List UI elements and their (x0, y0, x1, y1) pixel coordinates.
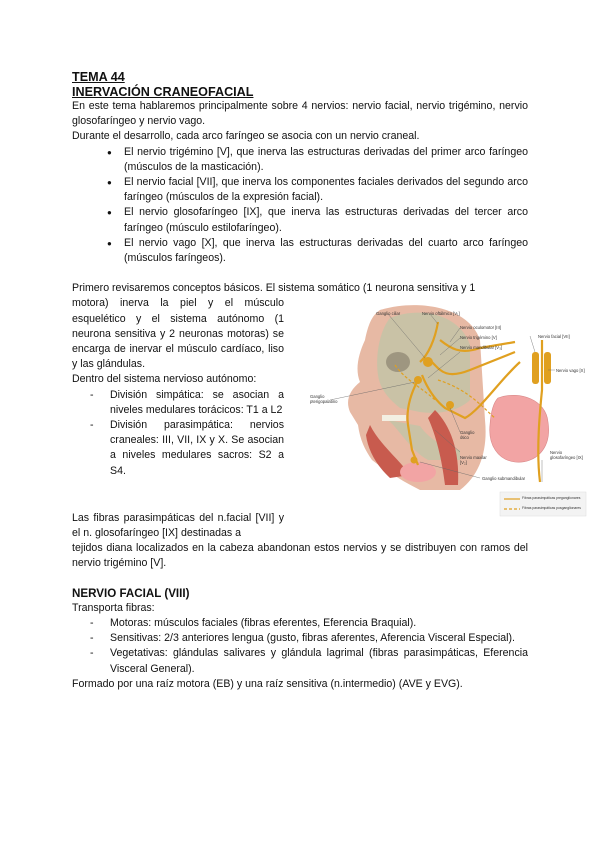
list-item-motor: - Motoras: músculos faciales (fibras eferentes, Eferencia Braquial). (110, 616, 528, 631)
label-nervio-maxilar: Nervio maxilar [V₂] (460, 455, 487, 465)
legend-label-pre: Fibras parasimpáticas preganglionares (522, 496, 581, 500)
vagus-nerve-trunk (544, 352, 551, 384)
label-nervio-mandibular: Nervio mandibular [V₃] (460, 345, 502, 350)
label-ganglio-pterigopalatino: Ganglio pterigopalatino (310, 394, 338, 404)
facial-closing: Formado por una raíz motora (EB) y una raíz sensitiva (n.intermedio) (AVE y EVG). (72, 677, 463, 690)
section-heading-facial: NERVIO FACIAL (VIII) (72, 586, 190, 600)
label-nervio-trigemino: Nervio trigémino [V] (460, 335, 497, 340)
list-item-sensory: - Sensitivas: 2/3 anteriores lengua (gusto, fibras aferentes, Aferencia Visceral Especial). (110, 631, 528, 646)
label-ganglio-ciliar: Ganglio ciliar (376, 311, 401, 316)
cranial-nerve-figure (310, 300, 590, 522)
label-nervio-facial: Nervio facial [VII] (538, 334, 570, 339)
intro-paragraph: En este tema hablaremos principalmente sobre 4 nervios: nervio facial, nervio trigémino, nervio glosofaríngeo y nervio vago. (72, 100, 528, 128)
pharyngeal-arch-list (72, 145, 528, 267)
label-ganglio-submandibular: Ganglio submandibular (482, 476, 526, 481)
page-title: INERVACIÓN CRANEOFACIAL (72, 84, 254, 99)
list-item-facial: ● El nervio facial [VII], que inerva los componentes faciales derivados del segundo arco faríngeo (músculos de la expresión facial). (124, 175, 528, 205)
label-nervio-oculomotor: Nervio oculomotor [III] (460, 325, 501, 330)
facial-nerve-trunk (532, 352, 539, 384)
development-paragraph: Durante el desarrollo, cada arco faríngeo se asocia con un nervio craneal. (72, 130, 420, 143)
list-item-vagus: ● El nervio vago [X], que inerva las estructuras derivadas del cuarto arco faríngeo (músculos faríngeos). (124, 236, 528, 266)
parasympathetic-paragraph-end: tejidos diana localizados en la cabeza abandonan estos nervios y se distribuyen con ramos del nervio trigémino [V]. (72, 542, 528, 570)
label-nervio-vago: Nervio vago [X] (556, 368, 585, 373)
list-item-glossopharyngeal: ● El nervio glosofaríngeo [IX], que inerva las estructuras derivadas del tercer arco faríngeo (músculo estilofaríngeo). (124, 205, 528, 235)
basics-paragraph-line1: Primero revisaremos conceptos básicos. El sistema somático (1 neurona sensitiva y 1 (72, 282, 476, 295)
list-item-vegetative: - Vegetativas: glándulas salivares y glándula lagrimal (fibras parasimpáticas, Eferencia Visceral General). (110, 646, 528, 676)
autonomic-division-list (72, 388, 284, 479)
teeth (382, 415, 406, 421)
list-item-trigeminal: ● El nervio trigémino [V], que inerva las estructuras derivadas del primer arco faríngeo (músculos de la masticación). (124, 145, 528, 175)
ciliary-ganglion (423, 357, 433, 367)
list-item-parasympathetic: - División parasimpática: nervios craneales: III, VII, IX y X. Se asocian a niveles medulares sacros: S2 a S4. (110, 418, 284, 479)
label-ganglio-otico: Ganglio ótico (460, 430, 475, 440)
label-nervio-oftalmico: Nervio oftálmico [V₁] (422, 311, 460, 316)
topic-heading: TEMA 44 (72, 70, 125, 84)
legend-label-post: Fibras parasimpáticas posganglionares (522, 506, 581, 510)
otic-ganglion (446, 401, 454, 409)
facial-fiber-list (72, 616, 528, 677)
facial-intro: Transporta fibras: (72, 601, 155, 614)
pterygopalatine-ganglion (414, 376, 422, 384)
autonomic-paragraph: Dentro del sistema nervioso autónomo: (72, 373, 257, 386)
basics-paragraph-rest: motora) inerva la piel y el músculo esquelético y el sistema autónomo (1 neurona sensitiva y 2 neuronas motoras) se encarga de inervar el músculo cardíaco, liso y las glándulas. (72, 297, 284, 371)
submandibular-ganglion (411, 457, 418, 464)
list-item-sympathetic: - División simpática: se asocian a niveles medulares torácicos: T1 a L2 (110, 388, 284, 418)
label-nervio-glosofaringeo: Nervio glosofaríngeo [IX] (550, 450, 583, 460)
parasympathetic-paragraph-start: Las fibras parasimpáticas del n.facial [VII] y el n. glosofaríngeo [IX] destinadas a (72, 511, 284, 540)
